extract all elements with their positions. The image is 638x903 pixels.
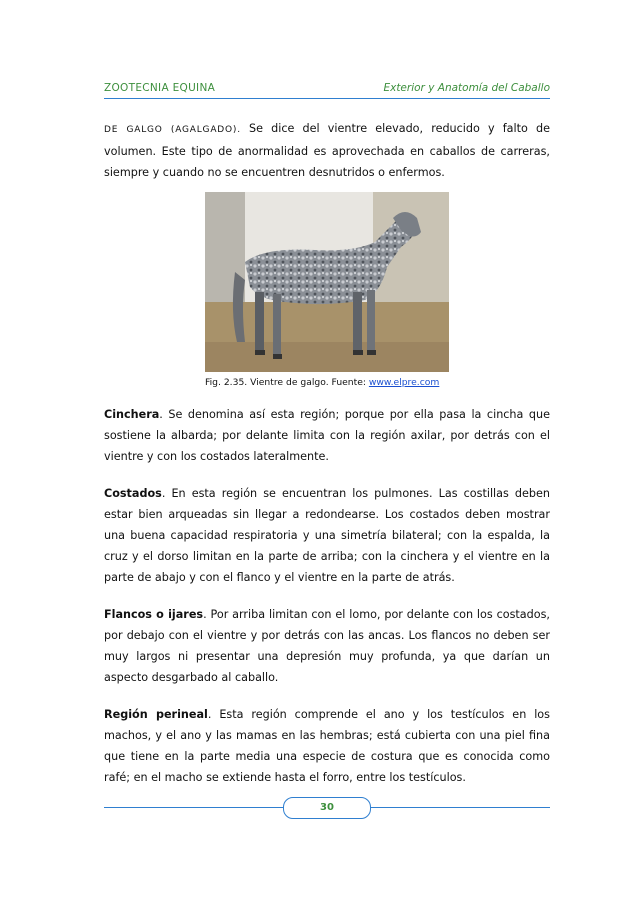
intro-paragraph bbox=[104, 118, 550, 183]
intro-term: DE GALGO (AGALGADO). bbox=[104, 125, 241, 135]
section-term: Cinchera bbox=[104, 408, 160, 421]
figure-caption bbox=[205, 377, 439, 388]
horse-photo bbox=[205, 192, 449, 372]
section-paragraph-cinchera bbox=[104, 404, 550, 467]
page-header bbox=[104, 82, 550, 99]
section-text: . Por arriba limitan con el lomo, por delante con los costados, por debajo con el vientre y por detrás con las ancas. Los flancos no deben ser muy largos ni presentar una depresión muy profunda, ya que darían un aspecto desgarbado al caballo. bbox=[104, 608, 550, 684]
section-text: . Se denomina así esta región; porque por ella pasa la cincha que sostiene la albarda; por delante limita con la región axilar, por detrás con el vientre y con los costados lateralmente. bbox=[104, 408, 550, 463]
section-text: . Esta región comprende el ano y los testículos en los machos, y el ano y las mamas en las hembras; está cubierta con una piel fina que tiene en la parte media una especie de costura que es conocida como rafé; en el macho se extiende hasta el forro, entre los testículos. bbox=[104, 708, 550, 784]
page-number: 30 bbox=[283, 797, 371, 819]
section-term: Costados bbox=[104, 487, 162, 500]
section-term: Flancos o ijares bbox=[104, 608, 204, 621]
sections-text bbox=[104, 404, 550, 788]
section-paragraph-perineal bbox=[104, 704, 550, 788]
intro-text: Se dice del vientre elevado, reducido y falto de volumen. Este tipo de anormalidad es aprovechada en caballos de carreras, siempre y cuando no se encuentren desnutridos o enfermos. bbox=[104, 122, 550, 179]
header-left-title: ZOOTECNIA EQUINA bbox=[104, 82, 216, 94]
horse-photo-illustration bbox=[205, 192, 449, 372]
section-paragraph-flancos bbox=[104, 604, 550, 688]
header-right-title: Exterior y Anatomía del Caballo bbox=[383, 82, 550, 94]
section-paragraph-costados bbox=[104, 483, 550, 588]
figure-caption-text: Fig. 2.35. Vientre de galgo. Fuente: bbox=[205, 377, 369, 388]
section-term: Región perineal bbox=[104, 708, 208, 721]
section-text: . En esta región se encuentran los pulmones. Las costillas deben estar bien arqueadas sin llegar a redondearse. Los costados deben mostrar una buena capacidad respiratoria y una simetría bilateral; con la espalda, la cruz y el dorso limitan en la parte de arriba; con la cinchera y el vientre en la parte de abajo y con el flanco y el vientre en la parte de atrás. bbox=[104, 487, 550, 584]
figure-source-link[interactable]: www.elpre.com bbox=[368, 377, 440, 388]
body-text bbox=[104, 118, 550, 183]
